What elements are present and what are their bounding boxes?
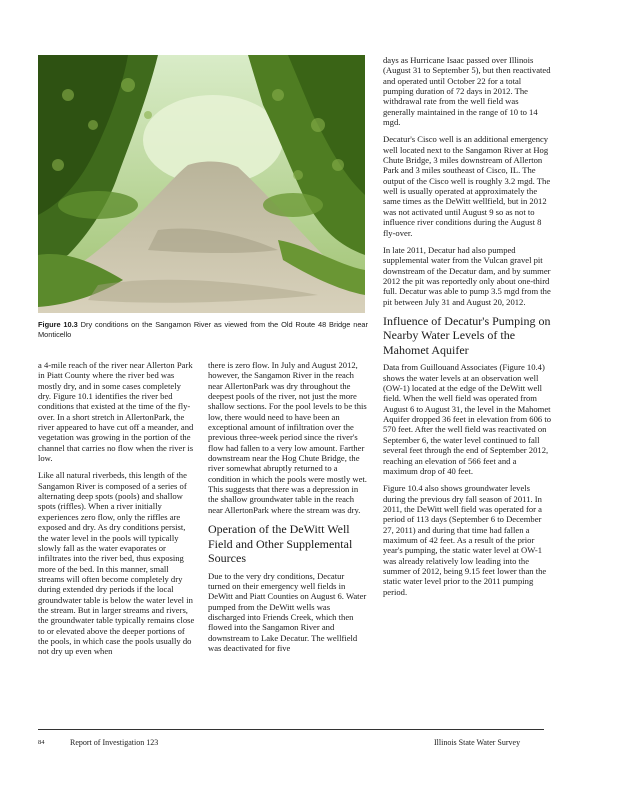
dry-riverbed-photo [38, 55, 365, 313]
section-heading-mahomet: Influence of Decatur's Pumping on Nearby Water Levels of the Mahomet Aquifer [383, 313, 551, 357]
text-column-3 [383, 55, 551, 604]
footer-rule [38, 729, 544, 730]
section-heading-dewitt: Operation of the DeWitt Well Field and Other Supplemental Sources [208, 522, 353, 566]
paragraph: In late 2011, Decatur had also pumped supplemental water from the Vulcan gravel pit downstream of the Decatur dam, and by summer 2012 the pit was reportedly only about one-third full. Decatur was able to pump 3.5 mgd from the pit between July 31 and August 20, 2012. [383, 244, 551, 307]
figure-photo [38, 55, 365, 313]
text-column-1 [38, 360, 196, 664]
page-number: 84 [38, 739, 45, 746]
agency-name: Illinois State Water Survey [434, 738, 521, 747]
paragraph: there is zero flow. In July and August 2012, however, the Sangamon River in the reach near AllertonPark was dry throughout the deepest pools of the river, not just the more shallow sections. For the pool levels to be this low, there would need to have been an exceptional amount of infiltration over the previous three-week period since the river's flow had fallen to a very low amount. Farther downstream near the Hog Chute Bridge, the river somewhat abruptly returned to a condition in which the pools were mostly wet. This suggests that there was a depression in the shallow groundwater table in the reach near AllertonPark where the stream was dry. [208, 360, 367, 515]
paragraph: Figure 10.4 also shows groundwater levels during the previous dry fall season of 2011. In 2011, the DeWitt well field was operated for a period of 113 days (September 6 to December 27, 2011) and during that time had fallen a maximum of 42 feet. As a result of the prior year's pumping, the static water level at OW-1 was already relatively low leading into the summer of 2012, being 9.15 feet lower than the static water level prior to the 2011 pumping period. [383, 483, 547, 597]
text-column-2 [208, 360, 368, 660]
paragraph: a 4-mile reach of the river near Allerton Park in Piatt County where the river bed was mostly dry, and in some cases completely dry. Figure 10.1 identifies the river bed conditions that existed at the time of the fly-over. In a short stretch in AllertonPark, the river appeared to have cut off a meander, and vegetation was growing in the portion of the channel that carries no flow when the river is low. [38, 360, 194, 464]
paragraph: Decatur's Cisco well is an additional emergency well located next to the Sangamon River at Hog Chute Bridge, 3 miles downstream of Allerton Park and 3 miles southeast of Cisco, IL. The output of the Cisco well is roughly 3.2 mgd. The well is usually operated at approximately the same times as the DeWitt wellfield, but in 2012 was not activated until August 9 so as not to influence river conditions during the August 8 fly-over. [383, 134, 551, 238]
figure-label: Figure 10.3 [38, 320, 78, 329]
figure-caption-text: Dry conditions on the Sangamon River as viewed from the Old Route 48 Bridge near Monticello [38, 320, 368, 339]
figure-caption [38, 320, 368, 340]
paragraph: Due to the very dry conditions, Decatur turned on their emergency well fields in DeWitt and Piatt Counties on August 6. Water pumped from the DeWitt wells was discharged into Friends Creek, which then flowed into the Sangamon River and downstream to Lake Decatur. The wellfield was deactivated for five [208, 570, 367, 654]
paragraph: Data from Guillouand Associates (Figure 10.4) shows the water levels at an observation well (OW-1) located at the edge of the DeWitt well field. When the well field was operated from August 6 to August 31, the level in the Mahomet Aquifer dropped 36 feet in elevation from 606 to 570 feet. After the well field was reactivated on September 6, the water level continued to fall several feet through the end of September 2012, reaching an elevation of 566 feet and a maximum drop of 40 feet. [383, 362, 552, 476]
paragraph: days as Hurricane Isaac passed over Illinois (August 31 to September 5), but then reactivated and operated until October 22 for a total pumping duration of 72 days in 2012. The withdrawal rate from the well field was generally maintained in the range of 10 to 14 mgd. [383, 55, 551, 128]
report-title: Report of Investigation 123 [70, 738, 159, 747]
paragraph: Like all natural riverbeds, this length of the Sangamon River is composed of a series of alternating deep spots (pools) and shallow spots (riffles). When a river initially experiences zero flow, only the riffles are exposed and dry. As dry conditions persist, the water level in the pools will typically slowly fall as the water evaporates or infiltrates into the river bed, thus exposing more of the bed. In this manner, small streams will often become completely dry during extended dry periods if the local groundwater table is below the water level in the stream. But in larger streams and rivers, the groundwater table typically remains close to or elevated above the deeper portions of the pools, in which case the pools usually do not dry up even when [38, 470, 195, 657]
